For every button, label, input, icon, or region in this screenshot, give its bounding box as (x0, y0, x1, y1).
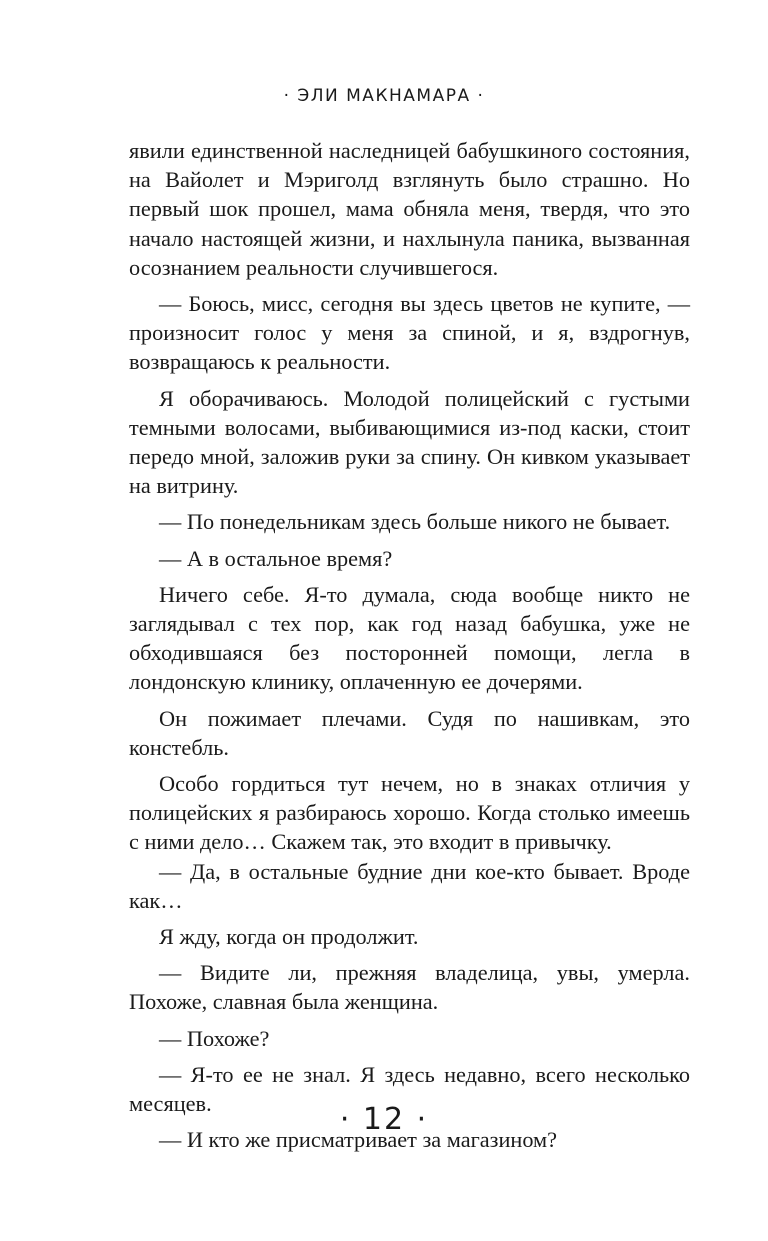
paragraph-12 (129, 1024, 690, 1053)
paragraph-5-text: — А в остальное время? (159, 545, 393, 571)
paragraph-4 (129, 507, 690, 536)
paragraph-1-text: явили единственной наследницей бабушкиного состояния, на Вайолет и Мэриголд взглянуть было страшно. Но первый шок прошел, мама обняла меня, твердя, что это начало настоящей жизни, и нахлынула паника, вызванная осознанием реальности случившегося. (129, 138, 690, 280)
paragraph-11 (129, 958, 690, 1016)
paragraph-7 (129, 704, 690, 762)
paragraph-3-text: Я оборачиваюсь. Молодой полицейский с густыми темными волосами, выбивающимися из-под каски, стоит передо мной, заложив руки за спину. Он кивком указывает на витрину. (129, 385, 690, 499)
paragraph-3 (129, 384, 690, 501)
running-head: · ЭЛИ МАКНАМАРА · (283, 86, 485, 106)
paragraph-8-text: Особо гордиться тут нечем, но в знаках отличия у полицейских я разбираюсь хорошо. Когда столько имеешь с ними дело… Скажем так, это входит в привычку. (129, 771, 690, 855)
paragraph-7-text: Он пожимает плечами. Судя по нашивкам, это констебль. (129, 705, 690, 760)
paragraph-12-text: — Похоже? (159, 1025, 270, 1051)
page-number: · 12 · (339, 1102, 429, 1137)
paragraph-9-text: — Да, в остальные будние дни кое-кто бывает. Вроде как… (129, 858, 690, 913)
paragraph-6-text: Ничего себе. Я-то думала, сюда вообще никто не заглядывал с тех пор, как год назад бабушка, уже не обходившаяся без посторонней помощи, легла в лондонскую клинику, оплаченную ее дочерями. (129, 581, 690, 695)
paragraph-9 (129, 857, 690, 915)
paragraph-1 (129, 136, 690, 282)
paragraph-2 (129, 289, 690, 377)
paragraph-13-text: — Я-то ее не знал. Я здесь недавно, всего несколько месяцев. (129, 1061, 690, 1117)
paragraph-6 (129, 580, 690, 697)
paragraph-10 (129, 922, 690, 951)
paragraph-8 (129, 769, 690, 857)
paragraph-5 (129, 544, 690, 573)
paragraph-10-text: Я жду, когда он продолжит. (159, 924, 419, 950)
paragraph-14-text: — И кто же присматривает за магазином? (159, 1127, 558, 1153)
paragraph-11-text: — Видите ли, прежняя владелица, увы, умерла. Похоже, славная была женщина. (129, 960, 690, 1015)
body-text (129, 136, 690, 1155)
paragraph-4-text: — По понедельникам здесь больше никого не бывает. (159, 509, 671, 535)
paragraph-2-text: — Боюсь, мисс, сегодня вы здесь цветов не купите, — произносит голос у меня за спиной, и я, вздрогнув, возвращаюсь к реальности. (129, 291, 690, 375)
